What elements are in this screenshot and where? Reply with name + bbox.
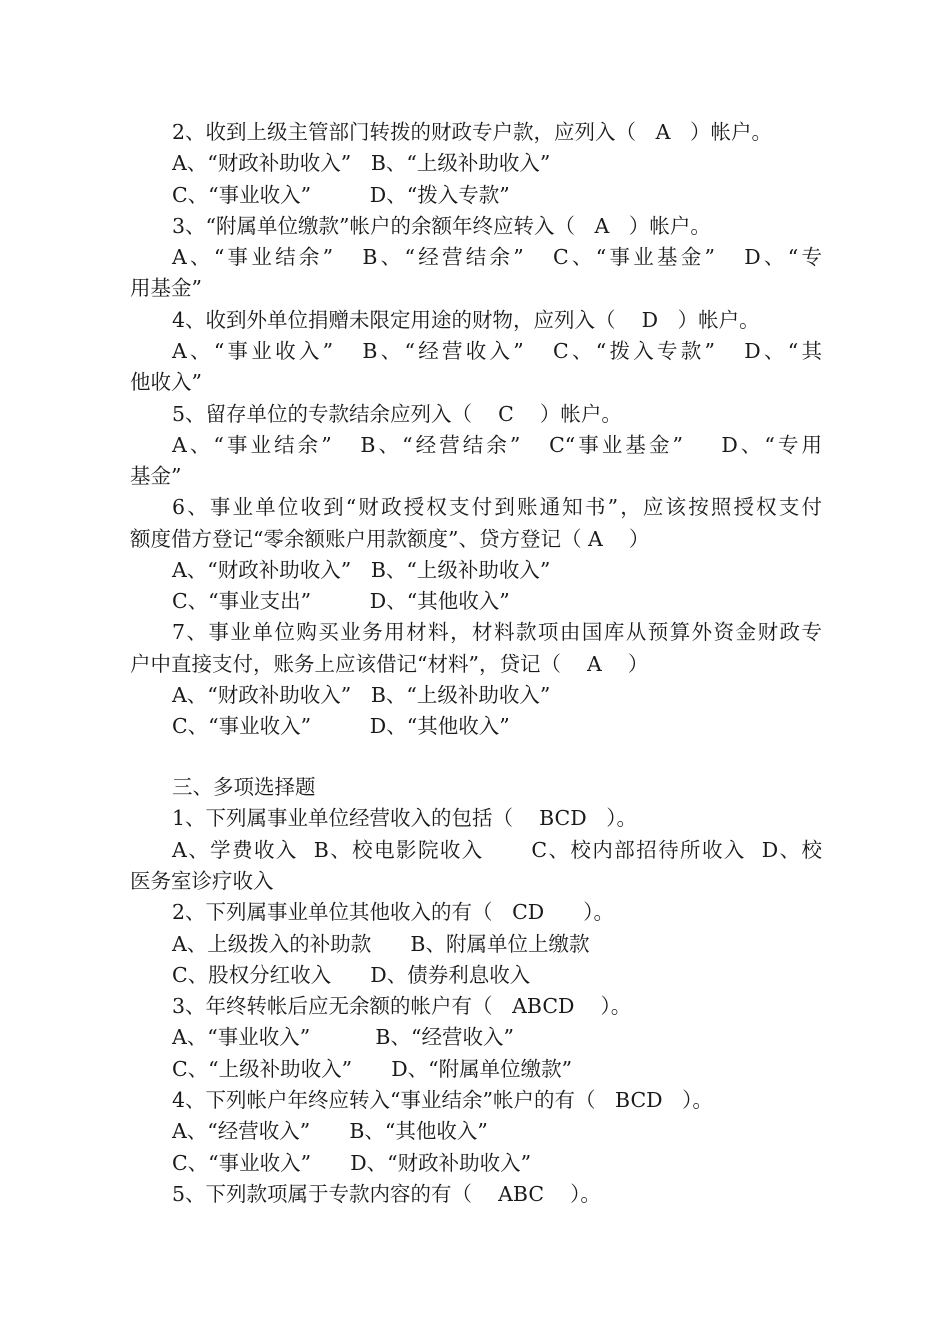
option-line: C、股权分红收入 D、债券利息收入 (172, 963, 531, 987)
question-stem-continued: 户中直接支付，账务上应该借记“材料”，贷记（ A ） (130, 652, 649, 676)
question-stem: 7、事业单位购买业务用材料，材料款项由国库从预算外资金财政专 (172, 620, 822, 644)
option-line-continued: 用基金” (130, 276, 202, 300)
question-stem: 2、收到上级主管部门转拨的财政专户款，应列入（ A ）帐户。 (172, 120, 772, 144)
option-line: A、“财政补助收入” B、“上级补助收入” (172, 558, 551, 582)
question-stem: 5、下列款项属于专款内容的有（ ABC ）。 (172, 1182, 601, 1206)
option-line: A、“经营收入” B、“其他收入” (172, 1119, 488, 1143)
section-heading: 三、多项选择题 (172, 775, 316, 799)
option-line: C、“事业收入” D、“拨入专款” (172, 183, 510, 207)
question-stem: 4、收到外单位捐赠未限定用途的财物，应列入（ D ）帐户。 (172, 308, 760, 332)
question-stem: 2、下列属事业单位其他收入的有（ CD ）。 (172, 900, 615, 924)
question-stem: 5、留存单位的专款结余应列入（ C ）帐户。 (172, 402, 622, 426)
option-line-continued: 基金” (130, 464, 182, 488)
option-line-continued: 医务室诊疗收入 (130, 869, 274, 893)
option-line: C、“事业收入” D、“其他收入” (172, 714, 510, 738)
option-line: A、“事业结余” B、“经营结余” C、“事业基金” D、“专 (172, 245, 822, 269)
option-line: A、“事业结余” B、“经营结余” C“事业基金” D、“专用 (172, 433, 822, 457)
option-line: C、“事业支出” D、“其他收入” (172, 589, 510, 613)
option-line: A、“事业收入” B、“经营收入” (172, 1025, 514, 1049)
option-line: A、“事业收入” B、“经营收入” C、“拨入专款” D、“其 (172, 339, 822, 363)
question-stem: 4、下列帐户年终应转入“事业结余”帐户的有（ BCD ）。 (172, 1088, 713, 1112)
question-stem: 6、事业单位收到“财政授权支付到账通知书”，应该按照授权支付 (172, 495, 822, 519)
option-line: A、学费收入 B、校电影院收入 C、校内部招待所收入 D、校 (172, 838, 822, 862)
question-stem: 3、“附属单位缴款”帐户的余额年终应转入（ A ）帐户。 (172, 214, 711, 238)
option-line: A、上级拨入的补助款 B、附属单位上缴款 (172, 932, 590, 956)
option-line: C、“上级补助收入” D、“附属单位缴款” (172, 1057, 573, 1081)
option-line-continued: 他收入” (130, 370, 202, 394)
option-line: C、“事业收入” D、“财政补助收入” (172, 1151, 532, 1175)
option-line: A、“财政补助收入” B、“上级补助收入” (172, 683, 551, 707)
question-stem: 1、下列属事业单位经营收入的包括（ BCD ）。 (172, 806, 637, 830)
question-stem: 3、年终转帐后应无余额的帐户有（ ABCD ）。 (172, 994, 632, 1018)
option-line: A、“财政补助收入” B、“上级补助收入” (172, 151, 551, 175)
question-stem-continued: 额度借方登记“零余额账户用款额度”、贷方登记（ A ） (130, 527, 650, 551)
